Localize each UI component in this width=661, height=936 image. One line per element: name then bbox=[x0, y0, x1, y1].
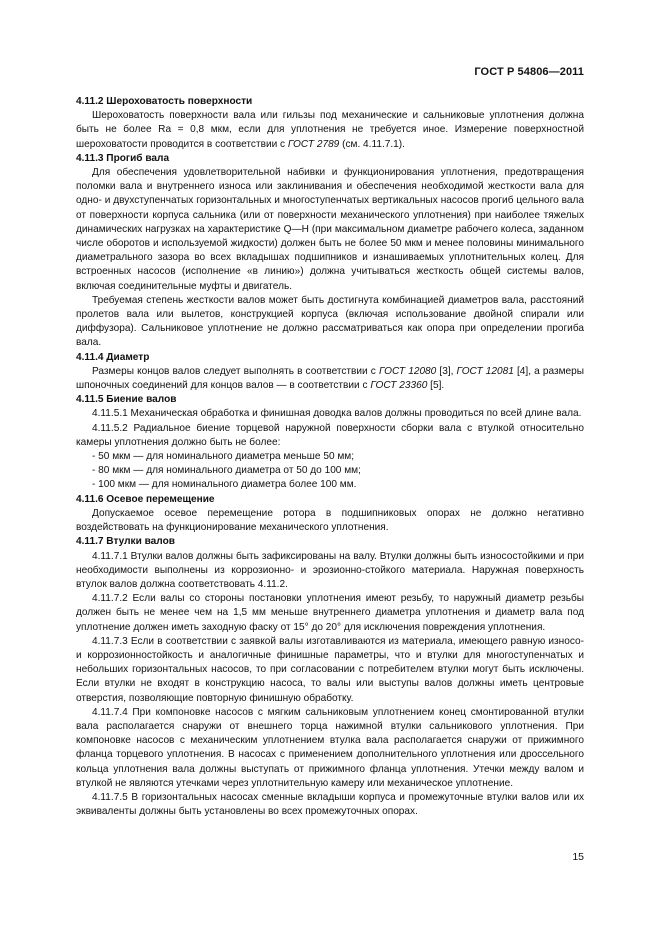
paragraph-4-11-4 bbox=[76, 365, 584, 393]
page-number: 15 bbox=[572, 851, 584, 863]
section-heading-4-11-4: 4.11.4 Диаметр bbox=[76, 351, 150, 363]
paragraph-4-11-6: Допускаемое осевое перемещение ротора в подшипниковых опорах не должно негативно воздействовать на функционирование механического уплотнения. bbox=[76, 507, 584, 534]
document-body bbox=[76, 95, 584, 819]
paragraph-4-11-7-2: 4.11.7.2 Если валы со стороны постановки уплотнения имеют резьбу, то наружный диаметр резьбы должен быть не менее чем на 1,5 мм меньше внутреннего диаметра уплотнения и диаметр вала под уплотнение должен иметь заходную фаску от 15° до 20° для исключения повреждения уплотнения. bbox=[76, 593, 584, 633]
document-header: ГОСТ Р 54806—2011 bbox=[474, 66, 584, 78]
list-item: - 50 мкм — для номинального диаметра меньше 50 мм; bbox=[92, 451, 355, 463]
paragraph-4-11-7-1: 4.11.7.1 Втулки валов должны быть зафиксированы на валу. Втулки должны быть износостойкими и при необходимости выполнены из коррозионно- и эрозионно-стойкого материала. Наружная поверхность втулок валов должна соответствовать 4.11.2. bbox=[76, 550, 584, 590]
paragraph-4-11-5-1: 4.11.5.1 Механическая обработка и финишная доводка валов должны проводиться по всей длине вала. bbox=[92, 408, 582, 420]
section-heading-4-11-5: 4.11.5 Биение валов bbox=[76, 394, 177, 406]
paragraph-text: (см. 4.11.7.1). bbox=[339, 138, 405, 150]
paragraph-text: [3], bbox=[436, 365, 457, 377]
paragraph-4-11-7-5: 4.11.7.5 В горизонтальных насосах сменные вкладыши корпуса и промежуточные втулки валов или их эквиваленты должны быть установлены во всех промежуточных опорах. bbox=[76, 791, 584, 818]
paragraph-text: Шероховатость поверхности вала или гильзы под механические и сальниковые уплотнения должна быть не более Ra = 0,8 мкм, если для уплотнения не требуется иное. Измерение поверхностной шероховатости проводится в соответствии с bbox=[76, 110, 584, 150]
paragraph-text: [4], а размеры шпоночных соединений для концов валов — в соответствии с bbox=[76, 365, 585, 392]
standard-reference: ГОСТ 12080 bbox=[378, 365, 437, 377]
section-heading-4-11-7: 4.11.7 Втулки валов bbox=[76, 536, 175, 548]
section-heading-4-11-3: 4.11.3 Прогиб вала bbox=[76, 152, 170, 164]
section-heading-4-11-2: 4.11.2 Шероховатость поверхности bbox=[76, 96, 253, 107]
paragraph-4-11-7-4: 4.11.7.4 При компоновке насосов с мягким сальниковым уплотнением конец смонтированной втулки вала располагается снаружи от внешнего торца нажимной втулки сальникового уплотнения. При компоновке насосов с механическим уплотнением втулка вала располагается снаружи от прижимного фланца торцевого уплотнения. В насосах с применением дополнительного уплотнения или дроссельного кольца уплотнения вала должны выступать от прижимного фланца уплотнения. Утечки между валом и втулкой не являются утечками через уплотнительную камеру или механическое уплотнение. bbox=[76, 706, 584, 789]
paragraph-4-11-3-1: Для обеспечения удовлетворительной набивки и функционирования уплотнения, предотвращения поломки вала и внутреннего износа или заклинивания и обеспечения необходимой жесткости вала для одно- и двухступенчатых горизонтальных и многоступенчатых вертикальных насосов прогиб цельного вала от поверхности корпуса сальника (или от поверхности механического уплотнения) при наиболее тяжелых динамических нагрузках на характеристике Q—H (при максимальном диаметре рабочего колеса, заданном числе оборотов и используемой жидкости) должен быть не более 50 мкм и менее половины минимального диаметрального зазора во всех вкладышах подшипников и изнашиваемых уплотнительных колец. Для встроенных насосов (исполнение «в линию») должна учитываться жесткость общей системы валов, включая соединительные муфты и двигатель. bbox=[76, 167, 584, 292]
list-item: - 80 мкм — для номинального диаметра от 50 до 100 мм; bbox=[92, 465, 361, 477]
paragraph-4-11-5-2: 4.11.5.2 Радиальное биение торцевой наружной поверхности сборки вала с втулкой относительно камеры уплотнения должно быть не более: bbox=[76, 422, 584, 448]
paragraph-text: Размеры концов валов следует выполнять в соответствии с bbox=[92, 365, 379, 377]
paragraph-4-11-7-3: 4.11.7.3 Если в соответствии с заявкой валы изготавливаются из материала, имеющего равную износо- и коррозионностойкость и аналогичные финишные параметры, что и втулки для многоступенчатых и небольших горизонтальных насосов, то при согласовании с потребителем втулки могут быть исключены. Если втулки не входят в конструкцию насоса, то валы или выступы валов должны иметь центровые отверстия, позволяющие повторную финишную обработку. bbox=[76, 635, 584, 704]
paragraph-4-11-3-2: Требуемая степень жесткости валов может быть достигнута комбинацией диаметров вала, расстояний пролетов вала или вылетов, конструкцией корпуса (включая использование двойной спирали или диффузора). Сальниковое уплотнение не должно рассматриваться как опора при определении прогиба вала. bbox=[76, 294, 584, 349]
list-item: - 100 мкм — для номинального диаметра более 100 мм. bbox=[92, 479, 357, 491]
standard-reference: ГОСТ 12081 bbox=[456, 365, 514, 377]
paragraph-text: [5]. bbox=[427, 380, 445, 392]
standard-reference: ГОСТ 23360 bbox=[370, 380, 428, 392]
section-heading-4-11-6: 4.11.6 Осевое перемещение bbox=[76, 493, 215, 505]
standard-reference: ГОСТ 2789 bbox=[287, 138, 340, 150]
paragraph-4-11-2 bbox=[76, 109, 584, 152]
